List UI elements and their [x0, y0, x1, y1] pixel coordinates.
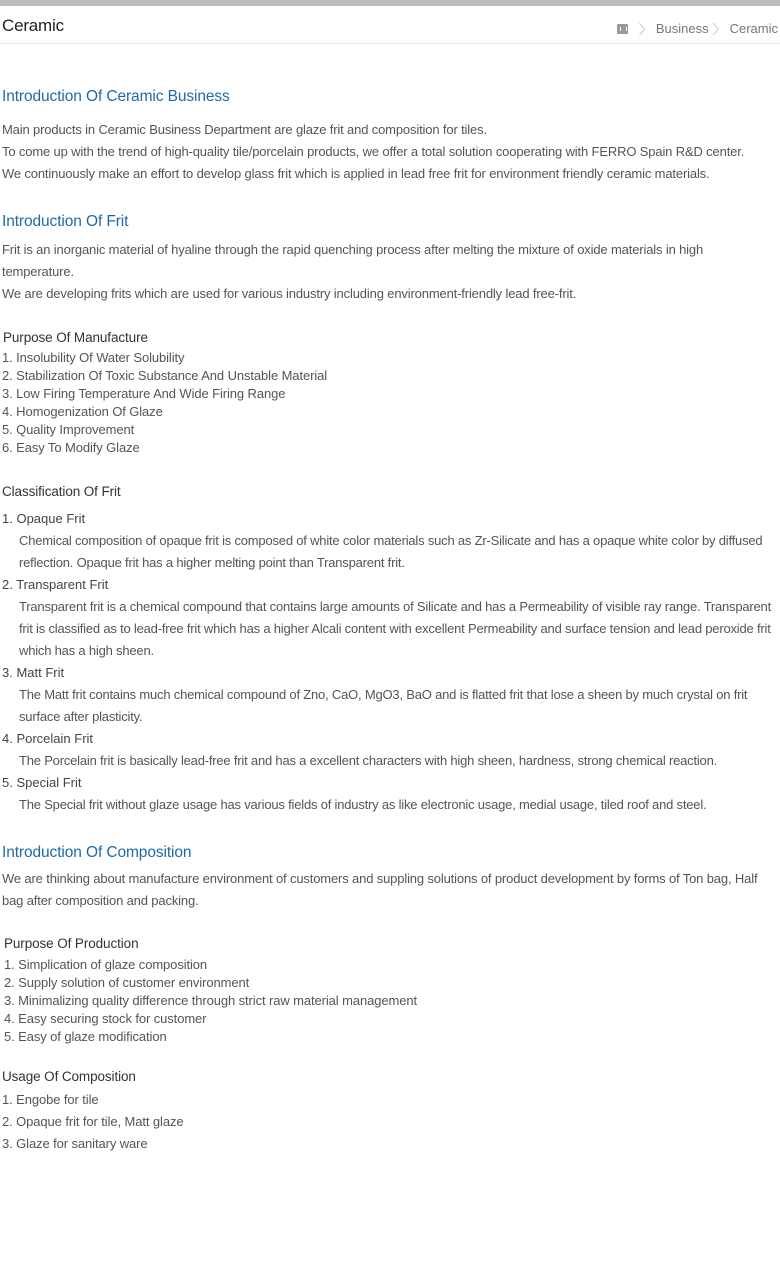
- list-item: 2. Opaque frit for tile, Matt glaze: [2, 1114, 184, 1129]
- paragraph: Frit is an inorganic material of hyaline through the rapid quenching process after melting the mixture of oxide materials in high temperature.: [2, 242, 704, 279]
- page-header: [0, 6, 780, 44]
- main-content: [2, 84, 778, 1155]
- classification-item-transparent: [2, 574, 778, 662]
- list-item: 5. Easy of glaze modification: [4, 1029, 167, 1044]
- list-item: 1. Engobe for tile: [2, 1092, 99, 1107]
- list-item: 4. Easy securing stock for customer: [4, 1011, 207, 1026]
- page-title: Ceramic: [2, 16, 64, 35]
- classification-of-frit-heading: Classification Of Frit: [2, 484, 121, 499]
- classification-item-desc: The Porcelain frit is basically lead-free frit and has a excellent characters with high sheen, hardness, strong chemical reaction.: [19, 753, 718, 768]
- section-title-frit: Introduction Of Frit: [2, 213, 129, 230]
- classification-item-porcelain: [2, 728, 778, 772]
- composition-text: [2, 868, 778, 912]
- classification-item-desc: The Matt frit contains much chemical compound of Zno, CaO, MgO3, BaO and is flatted frit that lose a sheen by much crystal on frit surface after plasticity.: [19, 687, 748, 724]
- section-title-ceramic-business: Introduction Of Ceramic Business: [2, 88, 230, 105]
- purpose-of-manufacture-heading: Purpose Of Manufacture: [3, 330, 148, 345]
- paragraph: Main products in Ceramic Business Department are glaze frit and composition for tiles.: [2, 122, 487, 137]
- list-item: 2. Stabilization Of Toxic Substance And Unstable Material: [2, 368, 328, 383]
- classification-item-title: 5. Special Frit: [2, 775, 82, 790]
- breadcrumb-ceramic[interactable]: Ceramic: [729, 21, 778, 36]
- breadcrumb: [617, 19, 778, 38]
- home-icon[interactable]: [617, 24, 628, 34]
- list-item: 2. Supply solution of customer environment: [4, 975, 250, 990]
- classification-item-matt: [2, 662, 778, 728]
- list-item: 6. Easy To Modify Glaze: [2, 440, 140, 455]
- classification-item-title: 4. Porcelain Frit: [2, 731, 94, 746]
- list-item: 5. Quality Improvement: [2, 422, 135, 437]
- breadcrumb-business[interactable]: Business: [655, 21, 709, 36]
- list-item: 4. Homogenization Of Glaze: [2, 404, 163, 419]
- paragraph: To come up with the trend of high-quality tile/porcelain products, we offer a total solution cooperating with FERRO Spain R&D center.: [2, 144, 745, 159]
- classification-item-opaque: [2, 508, 778, 574]
- section-title-composition: Introduction Of Composition: [2, 844, 192, 861]
- classification-item-title: 1. Opaque Frit: [2, 511, 86, 526]
- list-item: 3. Minimalizing quality difference through strict raw material management: [4, 993, 417, 1008]
- purpose-of-manufacture-list: [2, 349, 778, 457]
- list-item: 3. Low Firing Temperature And Wide Firing Range: [2, 386, 286, 401]
- frit-text: [2, 239, 778, 305]
- ceramic-business-text: [2, 119, 778, 185]
- classification-item-special: [2, 772, 778, 816]
- classification-item-desc: The Special frit without glaze usage has various fields of industry as like electronic usage, medial usage, tiled roof and steel.: [19, 797, 707, 812]
- list-item: 1. Insolubility Of Water Solubility: [2, 350, 185, 365]
- classification-item-desc: Chemical composition of opaque frit is composed of white color materials such as Zr-Silicate and has a opaque white color by diffused reflection. Opaque frit has a higher melting point than Transparent frit.: [19, 533, 763, 570]
- purpose-of-production-list: [2, 956, 778, 1046]
- usage-of-composition-list: [2, 1089, 778, 1155]
- paragraph: We are thinking about manufacture environment of customers and suppling solutions of product development by forms of Ton bag, Half bag after composition and packing.: [2, 871, 758, 908]
- paragraph: We continuously make an effort to develop glass frit which is applied in lead free frit for environment friendly ceramic materials.: [2, 166, 710, 181]
- classification-item-title: 2. Transparent Frit: [2, 577, 109, 592]
- classification-of-frit-list: [2, 508, 778, 816]
- purpose-of-production-heading: Purpose Of Production: [4, 936, 139, 951]
- chevron-right-icon: 〉: [712, 22, 726, 37]
- classification-item-title: 3. Matt Frit: [2, 665, 65, 680]
- usage-of-composition-heading: Usage Of Composition: [2, 1069, 136, 1084]
- list-item: 3. Glaze for sanitary ware: [2, 1136, 148, 1151]
- chevron-right-icon: 〉: [638, 22, 652, 37]
- paragraph: We are developing frits which are used for various industry including environment-friendly lead free-frit.: [2, 286, 577, 301]
- classification-item-desc: Transparent frit is a chemical compound that contains large amounts of Silicate and has a Permeability of visible ray range. Transparent frit is classified as to lead-free frit which has a higher Alcali content with excellent Permeability and surface tension and lead peroxide frit which has a high sheen.: [19, 599, 771, 658]
- list-item: 1. Simplication of glaze composition: [4, 957, 208, 972]
